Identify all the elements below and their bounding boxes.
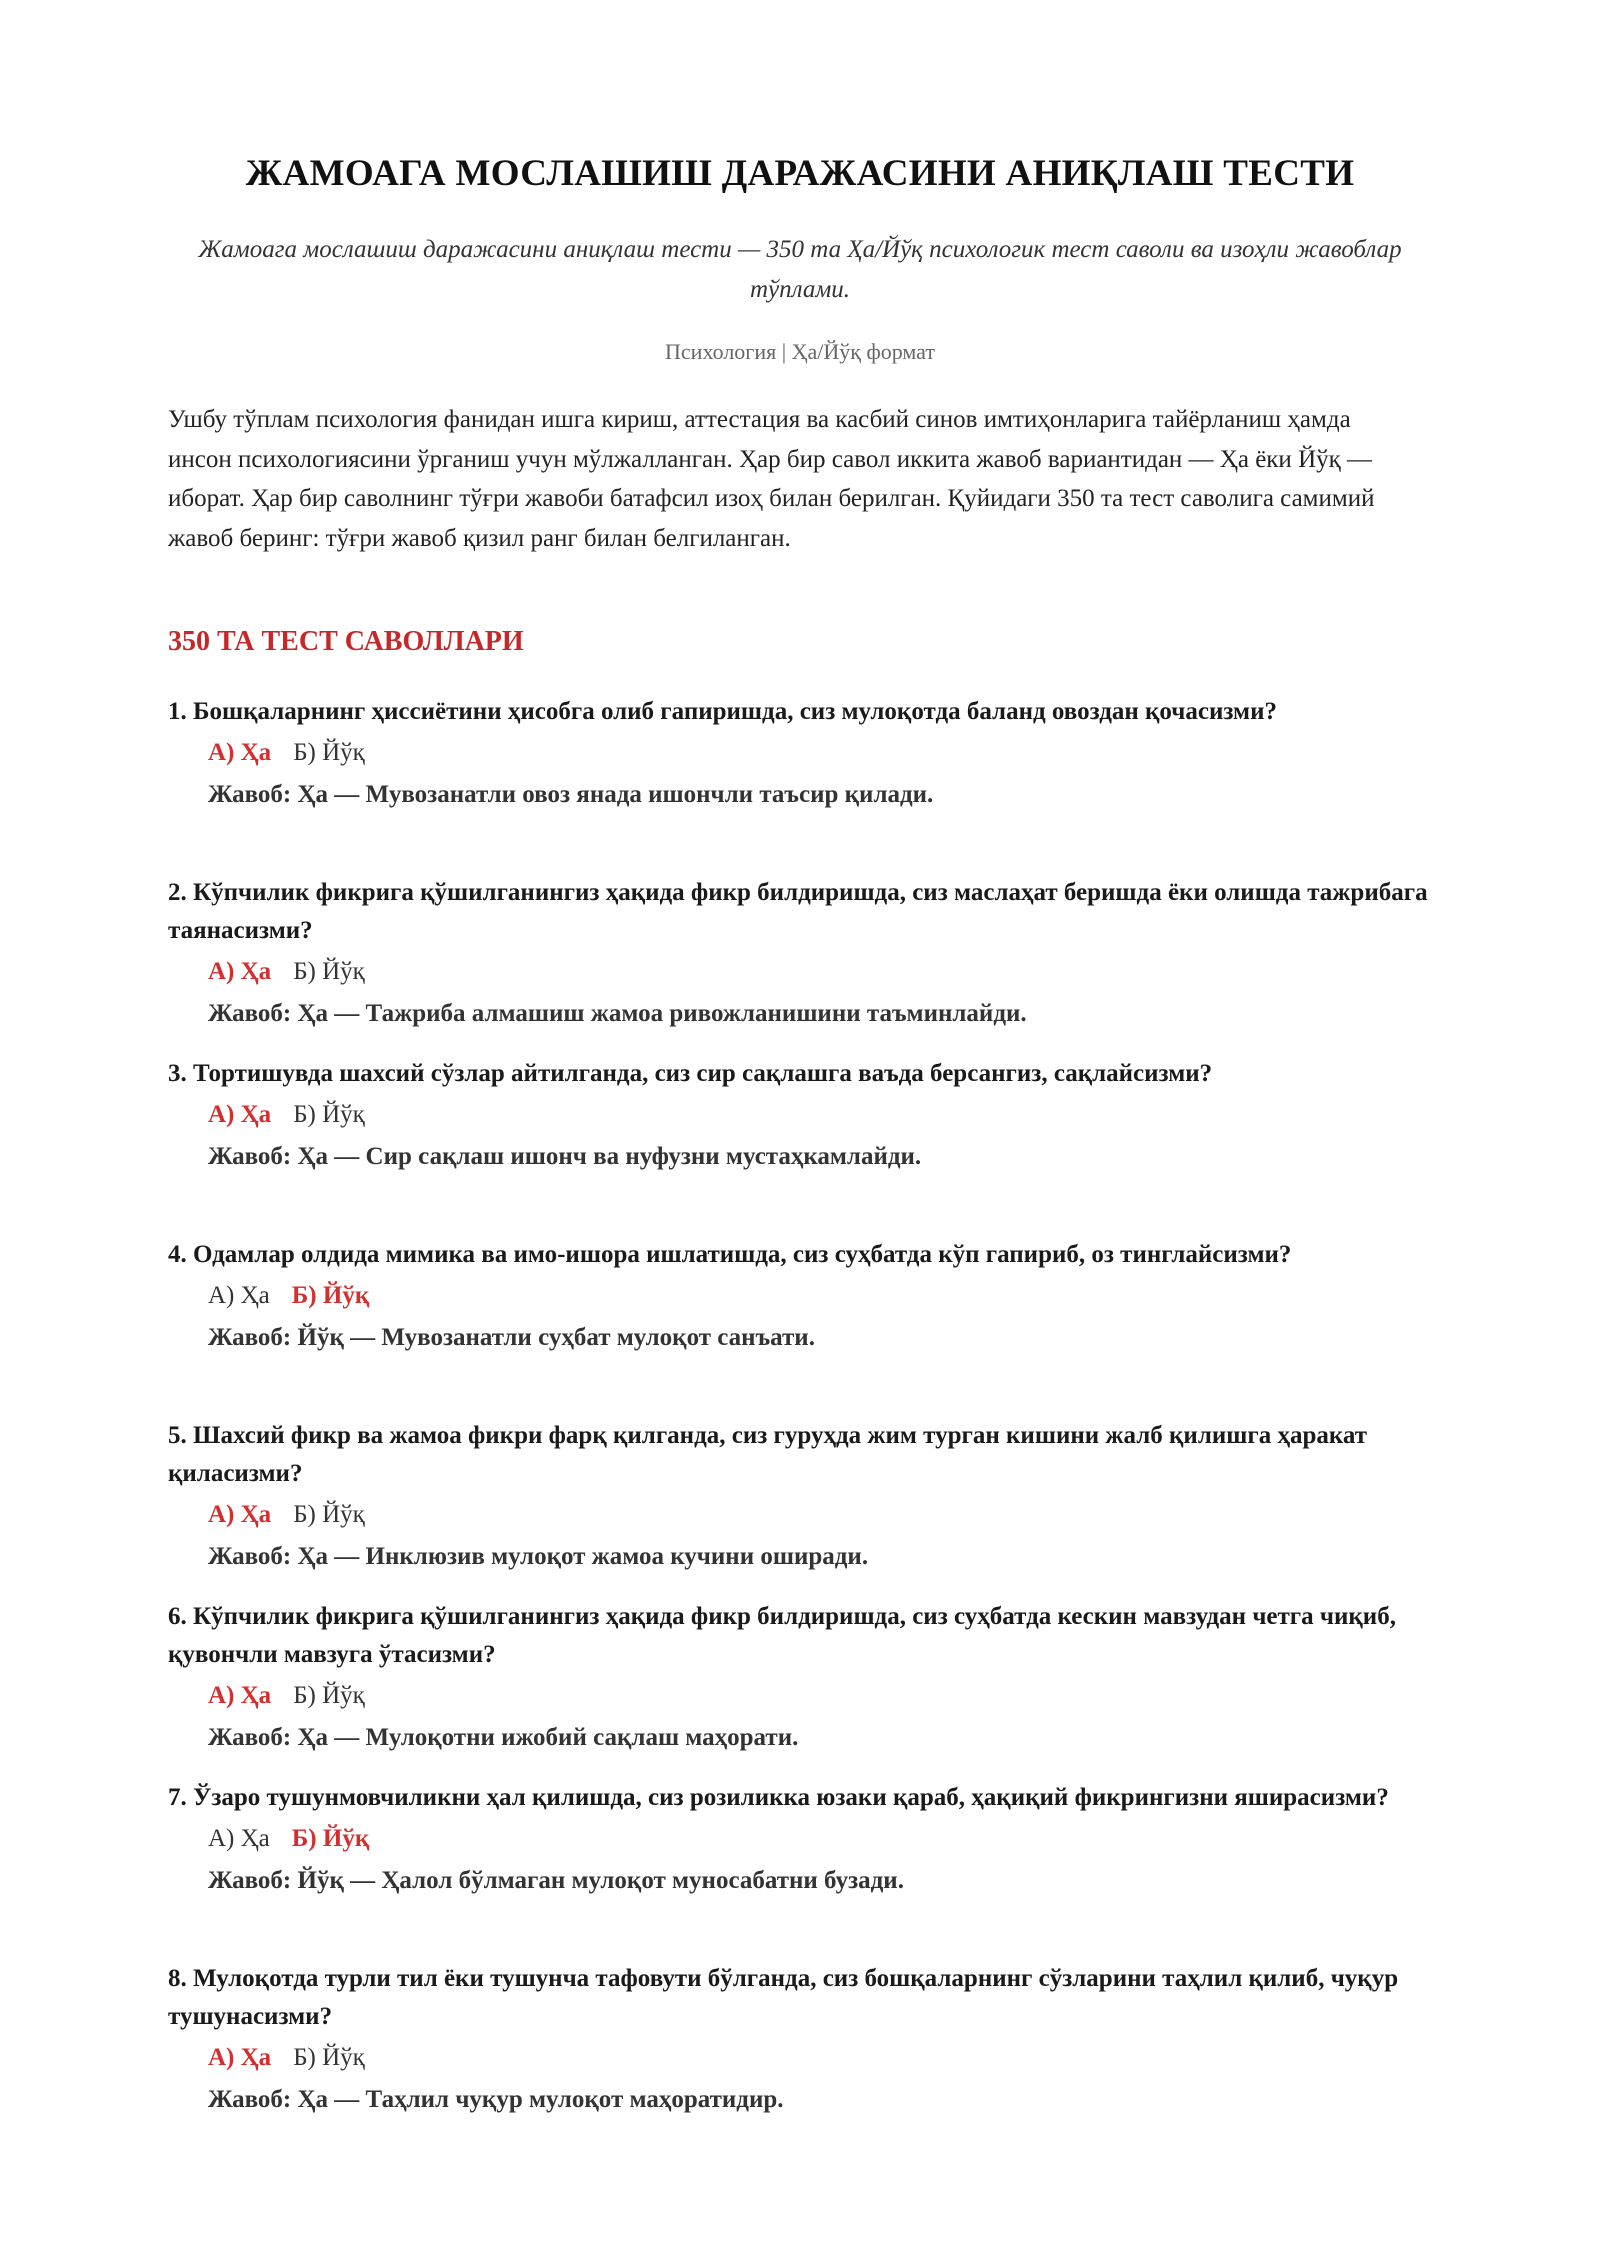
option-b[interactable]: Б) Йўқ	[293, 1501, 365, 1528]
option-a[interactable]: А) Ҳа	[208, 1682, 272, 1709]
question-body: Одамлар олдида мимика ва имо-ишора ишлатишда, сиз суҳбатда кўп гапириб, оз тинглайсизми?	[193, 1241, 1292, 1268]
option-b[interactable]: Б) Йўқ	[293, 958, 365, 985]
answer-explanation: Жавоб: Ҳа — Инклюзив мулоқот жамоа кучини оширади.	[208, 1543, 869, 1570]
option-a[interactable]: А) Ҳа	[208, 1825, 270, 1852]
question-number: 4.	[168, 1241, 187, 1268]
options-row	[208, 953, 1458, 991]
option-b[interactable]: Б) Йўқ	[293, 1682, 365, 1709]
question-body: Мулоқотда турли тил ёки тушунча тафовути бўлганда, сиз бошқаларнинг сўзларини таҳлил қилиб, чуқур тушунасизми?	[168, 1965, 1399, 2030]
question-number: 3.	[168, 1060, 187, 1087]
question-body: Кўпчилик фикрига қўшилганингиз ҳақида фикр билдиришда, сиз суҳбатда кескин мавзудан четга чиқиб, қувончли мавзуга ўтасизми?	[168, 1603, 1396, 1668]
question-text	[168, 1779, 1458, 1817]
options-row	[208, 1277, 1458, 1315]
question-text	[168, 693, 1458, 731]
question-text	[168, 1960, 1458, 2036]
question-number: 8.	[168, 1965, 187, 1992]
section-heading: 350 ТА ТЕСТ САВОЛЛАРИ	[168, 626, 524, 657]
document-subtitle: Жамоага мослашиш даражасини аниқлаш тести — 350 та Ҳа/Йўқ психологик тест саволи ва изоҳли жавоблар тўплами.	[198, 236, 1402, 303]
question-body: Кўпчилик фикрига қўшилганингиз ҳақида фикр билдиришда, сиз маслаҳат беришда ёки олишда тажрибага таянасизми?	[168, 879, 1428, 944]
option-a[interactable]: А) Ҳа	[208, 1501, 272, 1528]
options-row	[208, 734, 1458, 772]
option-a[interactable]: А) Ҳа	[208, 739, 272, 766]
options-row	[208, 1496, 1458, 1534]
answer-explanation: Жавоб: Ҳа — Сир сақлаш ишонч ва нуфузни мустаҳкамлайди.	[208, 1143, 922, 1170]
question-body: Шахсий фикр ва жамоа фикри фарқ қилганда, сиз гуруҳда жим турган кишини жалб қилишга ҳаракат қиласизми?	[168, 1422, 1368, 1487]
document-meta: Психология | Ҳа/Йўқ формат	[665, 339, 935, 364]
options-row	[208, 1096, 1458, 1134]
question-text	[168, 1055, 1458, 1093]
question-text	[168, 1417, 1458, 1493]
answer-explanation: Жавоб: Ҳа — Таҳлил чуқур мулоқот маҳоратидир.	[208, 2086, 784, 2113]
options-row	[208, 1820, 1458, 1858]
question-item	[168, 1598, 1458, 1779]
option-b[interactable]: Б) Йўқ	[291, 1825, 370, 1852]
question-number: 7.	[168, 1784, 187, 1811]
question-item	[168, 874, 1458, 1055]
option-a[interactable]: А) Ҳа	[208, 958, 272, 985]
option-b[interactable]: Б) Йўқ	[293, 2044, 365, 2071]
option-b[interactable]: Б) Йўқ	[293, 1101, 365, 1128]
answer-explanation: Жавоб: Йўқ — Мувозанатли суҳбат мулоқот санъати.	[208, 1324, 815, 1351]
question-number: 6.	[168, 1603, 187, 1630]
option-b[interactable]: Б) Йўқ	[293, 739, 365, 766]
option-a[interactable]: А) Ҳа	[208, 1101, 272, 1128]
question-body: Бошқаларнинг ҳиссиётини ҳисобга олиб гапиришда, сиз мулоқотда баланд овоздан қочасизми?	[193, 698, 1277, 725]
answer-explanation: Жавоб: Йўқ — Ҳалол бўлмаган мулоқот муносабатни бузади.	[208, 1867, 904, 1894]
answer-explanation: Жавоб: Ҳа — Мувозанатли овоз янада ишончли таъсир қилади.	[208, 781, 934, 808]
question-list	[168, 693, 1458, 2141]
answer-explanation: Жавоб: Ҳа — Мулоқотни ижобий сақлаш маҳорати.	[208, 1724, 799, 1751]
options-row	[208, 1677, 1458, 1715]
question-item	[168, 1055, 1458, 1236]
question-item	[168, 1779, 1458, 1960]
question-item	[168, 1960, 1458, 2141]
question-text	[168, 1598, 1458, 1674]
question-number: 1.	[168, 698, 187, 725]
document-title: ЖАМОАГА МОСЛАШИШ ДАРАЖАСИНИ АНИҚЛАШ ТЕСТИ	[245, 153, 1355, 194]
question-body: Ўзаро тушунмовчиликни ҳал қилишда, сиз розиликка юзаки қараб, ҳақиқий фикрингизни яширасизми?	[193, 1784, 1389, 1811]
question-text	[168, 1236, 1458, 1274]
question-number: 2.	[168, 879, 187, 906]
question-text	[168, 874, 1458, 950]
option-b[interactable]: Б) Йўқ	[291, 1282, 370, 1309]
answer-explanation: Жавоб: Ҳа — Тажриба алмашиш жамоа ривожланишини таъминлайди.	[208, 1000, 1027, 1027]
question-item	[168, 1417, 1458, 1598]
option-a[interactable]: А) Ҳа	[208, 2044, 272, 2071]
intro-paragraph: Ушбу тўплам психология фанидан ишга кириш, аттестация ва касбий синов имтиҳонларига тайёрланиш ҳамда инсон психологиясини ўрганиш учун мўлжалланган. Ҳар бир савол иккита жавоб вариантидан — Ҳа ёки Йўқ — иборат. Ҳар бир саволнинг тўғри жавоби батафсил изоҳ билан берилган. Қуйидаги 350 та тест саволига самимий жавоб беринг: тўғри жавоб қизил ранг билан белгиланган.	[168, 406, 1375, 552]
question-item	[168, 1236, 1458, 1417]
options-row	[208, 2039, 1458, 2077]
question-body: Тортишувда шахсий сўзлар айтилганда, сиз сир сақлашга ваъда берсангиз, сақлайсизми?	[193, 1060, 1213, 1087]
question-item	[168, 693, 1458, 874]
option-a[interactable]: А) Ҳа	[208, 1282, 270, 1309]
question-number: 5.	[168, 1422, 187, 1449]
